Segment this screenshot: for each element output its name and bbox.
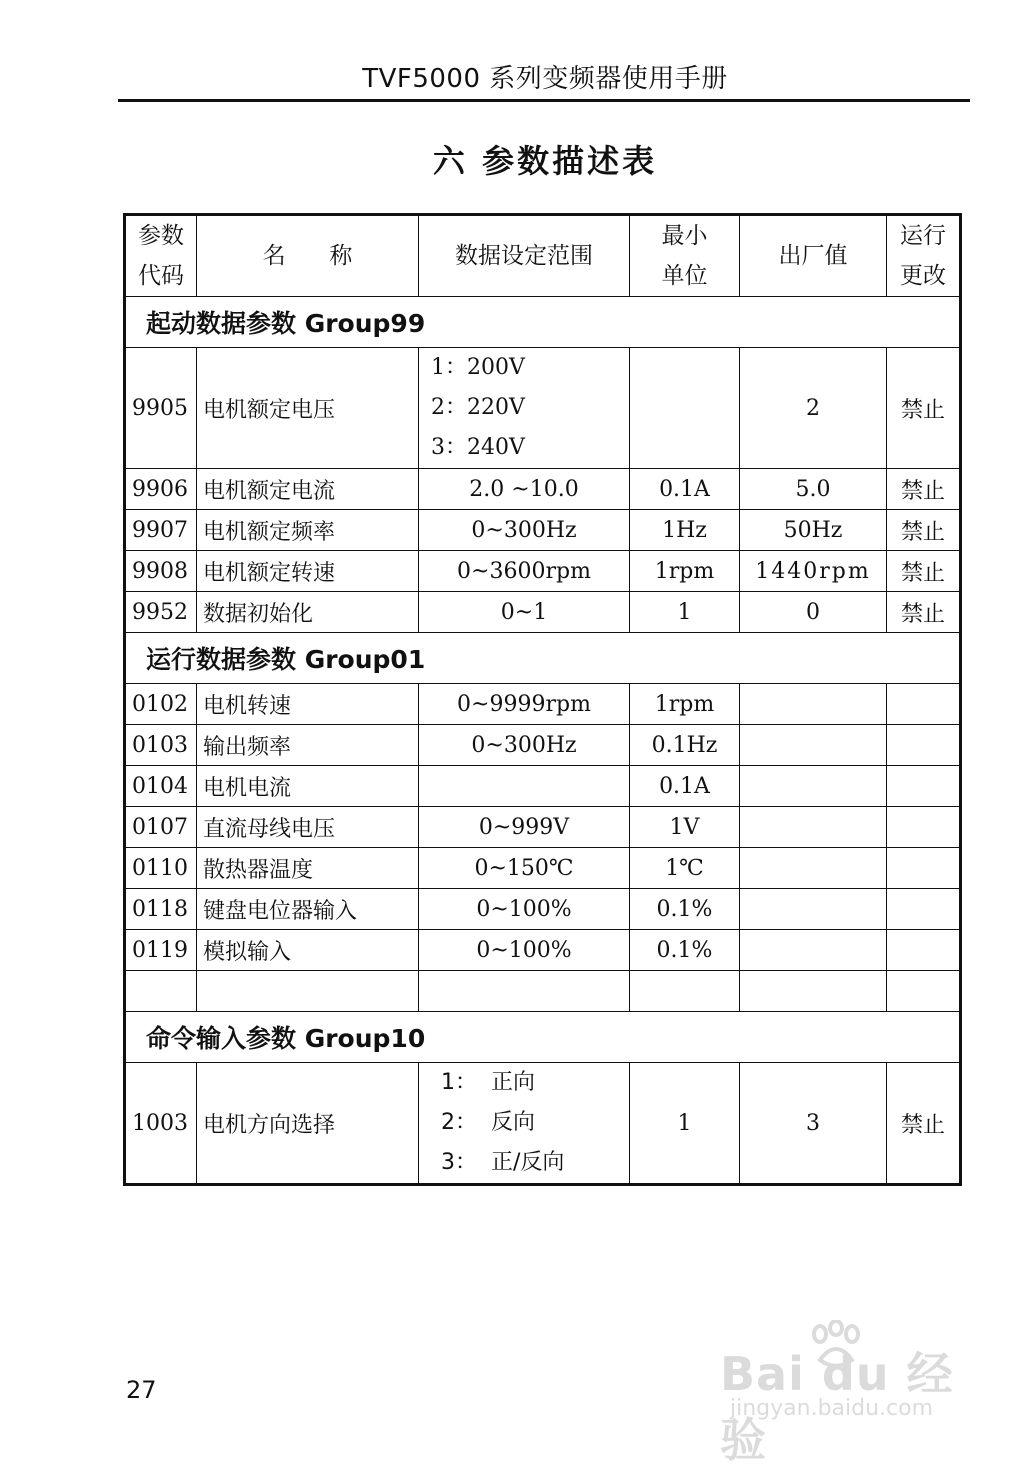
table-row [125, 551, 961, 592]
param-default [740, 766, 887, 807]
section-title: 六 参数描述表 [432, 142, 658, 180]
table-header-row [125, 215, 961, 297]
param-code: 9952 [125, 592, 197, 633]
param-range: 0~100% [419, 930, 630, 971]
param-code: 9905 [125, 348, 197, 469]
param-default: 0 [740, 592, 887, 633]
param-range [419, 971, 630, 1012]
table-body [125, 297, 961, 1185]
param-default [740, 848, 887, 889]
param-run-change [887, 725, 961, 766]
param-min-unit: 0.1A [630, 766, 740, 807]
table-row [125, 848, 961, 889]
header-range: 数据设定范围 [419, 215, 630, 297]
param-name: 电机转速 [197, 684, 419, 725]
param-run-change: 禁止 [887, 592, 961, 633]
param-run-change: 禁止 [887, 348, 961, 469]
param-default [740, 889, 887, 930]
table-row [125, 348, 961, 469]
param-code: 0107 [125, 807, 197, 848]
param-default [740, 807, 887, 848]
param-min-unit: 1Hz [630, 510, 740, 551]
param-run-change: 禁止 [887, 510, 961, 551]
param-min-unit: 0.1A [630, 469, 740, 510]
param-name [197, 971, 419, 1012]
param-name: 键盘电位器输入 [197, 889, 419, 930]
param-range: 0~300Hz [419, 510, 630, 551]
header-run-change [887, 215, 961, 297]
param-default: 3 [740, 1063, 887, 1185]
range-option: 1： 正向 [441, 1070, 535, 1095]
range-option: 2：220V [431, 395, 525, 420]
param-code: 0104 [125, 766, 197, 807]
param-code: 0110 [125, 848, 197, 889]
table-row [125, 807, 961, 848]
param-code: 0118 [125, 889, 197, 930]
param-range: 0~1 [419, 592, 630, 633]
param-run-change: 禁止 [887, 551, 961, 592]
param-run-change [887, 807, 961, 848]
param-range [419, 348, 630, 469]
param-code: 9908 [125, 551, 197, 592]
group-header-row [125, 1012, 961, 1063]
param-name: 输出频率 [197, 725, 419, 766]
param-min-unit [630, 971, 740, 1012]
header-code-line1: 参数 [138, 223, 184, 249]
param-default: 50Hz [740, 510, 887, 551]
group-header-row [125, 297, 961, 348]
param-min-unit: 1rpm [630, 684, 740, 725]
param-code: 9906 [125, 469, 197, 510]
param-run-change: 禁止 [887, 1063, 961, 1185]
header-unit-line2: 单位 [661, 263, 708, 289]
param-min-unit: 1℃ [630, 848, 740, 889]
param-default: 5.0 [740, 469, 887, 510]
table-row [125, 766, 961, 807]
param-range: 0~9999rpm [419, 684, 630, 725]
param-default [740, 930, 887, 971]
param-code: 9907 [125, 510, 197, 551]
param-range [419, 766, 630, 807]
param-default [740, 725, 887, 766]
param-range: 0~999V [419, 807, 630, 848]
table-row [125, 725, 961, 766]
header-run-line1: 运行 [900, 223, 946, 249]
running-header: TVF5000 系列变频器使用手册 [362, 64, 728, 94]
table-row [125, 1063, 961, 1185]
param-min-unit: 1 [630, 592, 740, 633]
param-default: 2 [740, 348, 887, 469]
param-name: 电机电流 [197, 766, 419, 807]
param-range [419, 1063, 630, 1185]
group-title: 命令输入参数 Group10 [125, 1012, 961, 1063]
range-option: 3： 正/反向 [441, 1150, 565, 1175]
param-min-unit: 1rpm [630, 551, 740, 592]
header-run-line2: 更改 [900, 263, 946, 289]
param-name: 散热器温度 [197, 848, 419, 889]
table-row [125, 510, 961, 551]
param-run-change [887, 684, 961, 725]
param-run-change [887, 971, 961, 1012]
param-name: 电机额定电压 [197, 348, 419, 469]
param-range: 2.0 ~10.0 [419, 469, 630, 510]
watermark-url: jingyan.baidu.com [730, 1396, 934, 1421]
param-min-unit: 0.1Hz [630, 725, 740, 766]
param-range: 0~3600rpm [419, 551, 630, 592]
param-name: 电机额定频率 [197, 510, 419, 551]
param-run-change: 禁止 [887, 469, 961, 510]
header-code-line2: 代码 [138, 263, 184, 289]
param-range: 0~100% [419, 889, 630, 930]
param-min-unit: 1V [630, 807, 740, 848]
header-name: 名 称 [197, 215, 419, 297]
param-min-unit [630, 348, 740, 469]
param-name: 电机额定转速 [197, 551, 419, 592]
table-row [125, 469, 961, 510]
table-row [125, 592, 961, 633]
table-row [125, 889, 961, 930]
page-number: 27 [126, 1376, 157, 1404]
header-default: 出厂值 [740, 215, 887, 297]
param-min-unit: 0.1% [630, 930, 740, 971]
param-run-change [887, 766, 961, 807]
param-code: 1003 [125, 1063, 197, 1185]
group-title: 起动数据参数 Group99 [125, 297, 961, 348]
param-name: 电机方向选择 [197, 1063, 419, 1185]
range-option: 3：240V [431, 435, 525, 460]
param-run-change [887, 930, 961, 971]
header-unit [630, 215, 740, 297]
param-code: 0102 [125, 684, 197, 725]
param-code: 0103 [125, 725, 197, 766]
param-min-unit: 0.1% [630, 889, 740, 930]
param-run-change [887, 848, 961, 889]
table-row [125, 684, 961, 725]
range-option: 2： 反向 [441, 1110, 535, 1135]
watermark-brand: Bai du 经验 [720, 1347, 954, 1467]
param-code [125, 971, 197, 1012]
param-default [740, 684, 887, 725]
param-name: 电机额定电流 [197, 469, 419, 510]
group-title: 运行数据参数 Group01 [125, 633, 961, 684]
table-row [125, 971, 961, 1012]
param-default: 1440rpm [740, 551, 887, 592]
param-run-change [887, 889, 961, 930]
baidu-jingyan-watermark [720, 1320, 970, 1467]
param-name: 数据初始化 [197, 592, 419, 633]
header-code [125, 215, 197, 297]
range-option: 1：200V [431, 355, 525, 380]
table-row [125, 930, 961, 971]
param-code: 0119 [125, 930, 197, 971]
header-rule [118, 99, 970, 102]
param-default [740, 971, 887, 1012]
param-range: 0~300Hz [419, 725, 630, 766]
param-name: 模拟输入 [197, 930, 419, 971]
param-range: 0~150℃ [419, 848, 630, 889]
param-name: 直流母线电压 [197, 807, 419, 848]
parameter-table [123, 213, 962, 1186]
group-header-row [125, 633, 961, 684]
header-unit-line1: 最小 [661, 223, 708, 249]
param-min-unit: 1 [630, 1063, 740, 1185]
